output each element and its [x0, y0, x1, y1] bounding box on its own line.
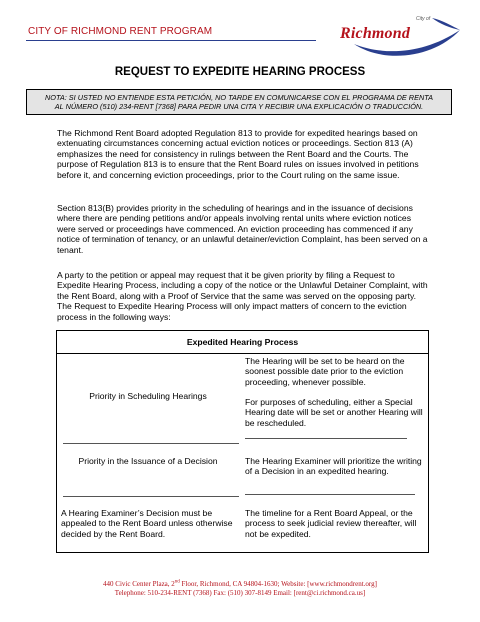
table-right-cell: The Hearing will be set to be heard on the soonest possible date prior to the eviction proceeding, whenever possible.: [245, 356, 405, 387]
footer-address: [0, 580, 480, 589]
table-left-cell: Priority in Scheduling Hearings: [89, 391, 207, 401]
table-heading: Expedited Hearing Process: [57, 331, 428, 354]
notice-line-1: NOTA: SI USTED NO ENTIENDE ESTA PETICIÓN, NO TARDE EN COMUNICARSE CON EL PROGRAMA DE RENTA: [45, 93, 433, 102]
spanish-notice-box: [26, 89, 452, 115]
logo-city-label: City of: [416, 16, 431, 22]
table-row-divider: [245, 494, 415, 495]
program-name: CITY OF RICHMOND RENT PROGRAM: [28, 26, 213, 37]
paragraph-section-813b: Section 813(B) provides priority in the scheduling of hearings and in the issuance of decisions where there are pending petitions and/or appeals involving rental units where eviction notices were served or proceedings have commenced. An eviction proceeding has commenced if any notice of termination of tenancy, or an unlawful detainer/eviction Complaint, has been served on a tenant.: [57, 203, 428, 255]
table-left-cell: Priority in the Issuance of a Decision: [78, 456, 218, 466]
logo-wordmark: Richmond: [340, 25, 411, 42]
notice-line-2: AL NÚMERO (510) 234-RENT [7368] PARA PEDIR UNA CITA Y RECIBIR UNA EXPLICACIÓN O TRADUCCIÓN.: [54, 102, 424, 111]
table-left-cell: A Hearing Examiner’s Decision must be appealed to the Rent Board unless otherwise decided by the Rent Board.: [61, 508, 233, 539]
footer-contact: Telephone: 510-234-RENT (7368) Fax: (510) 307-8149 Email: [rent@ci.richmond.ca.us]: [114, 589, 366, 597]
expedited-process-table: [56, 330, 429, 553]
table-row-divider: [63, 443, 239, 444]
footer-address-end: Floor, Richmond, CA 94804-1630; Website: [www.richmondrent.org]: [179, 580, 377, 588]
table-right-cell: For purposes of scheduling, either a Special Hearing date will be set or another Hearing will be rescheduled.: [245, 397, 423, 428]
header-rule: [26, 40, 316, 41]
footer-address-start: 440 Civic Center Plaza, 2: [103, 580, 175, 588]
paragraph-regulation-813: The Richmond Rent Board adopted Regulation 813 to provide for expedited hearings based on extenuating circumstances concerning actual eviction notices or proceedings. Section 813 (A) emphasizes the need for consistency in rulings between the Rent Board and the Courts. The purpose of Regulation 813 is to ensure that the Rent Board rules on issues involved in petitions before it, and concerning eviction proceedings, prior to the Court ruling on the same issue.: [57, 128, 419, 180]
paragraph-filing-request: A party to the petition or appeal may request that it be given priority by filing a Request to Expedite Hearing Process, including a copy of the notice or the Unlawful Detainer Complaint, with the Rent Board, along with a Proof of Service that the same was served on the opposing party. The Request to Expedite Hearing Process will only impact matters of concern to the eviction process in the following ways:: [57, 270, 428, 322]
table-row-divider: [63, 496, 239, 497]
table-right-cell: The timeline for a Rent Board Appeal, or the process to seek judicial review thereafter, will not be expedited.: [245, 508, 417, 539]
document-title: REQUEST TO EXPEDITE HEARING PROCESS: [114, 66, 366, 78]
table-row-divider: [245, 438, 407, 439]
footer-ordinal: nd: [174, 579, 180, 585]
table-right-cell: The Hearing Examiner will prioritize the writing of a Decision in an expedited hearing.: [245, 456, 422, 477]
